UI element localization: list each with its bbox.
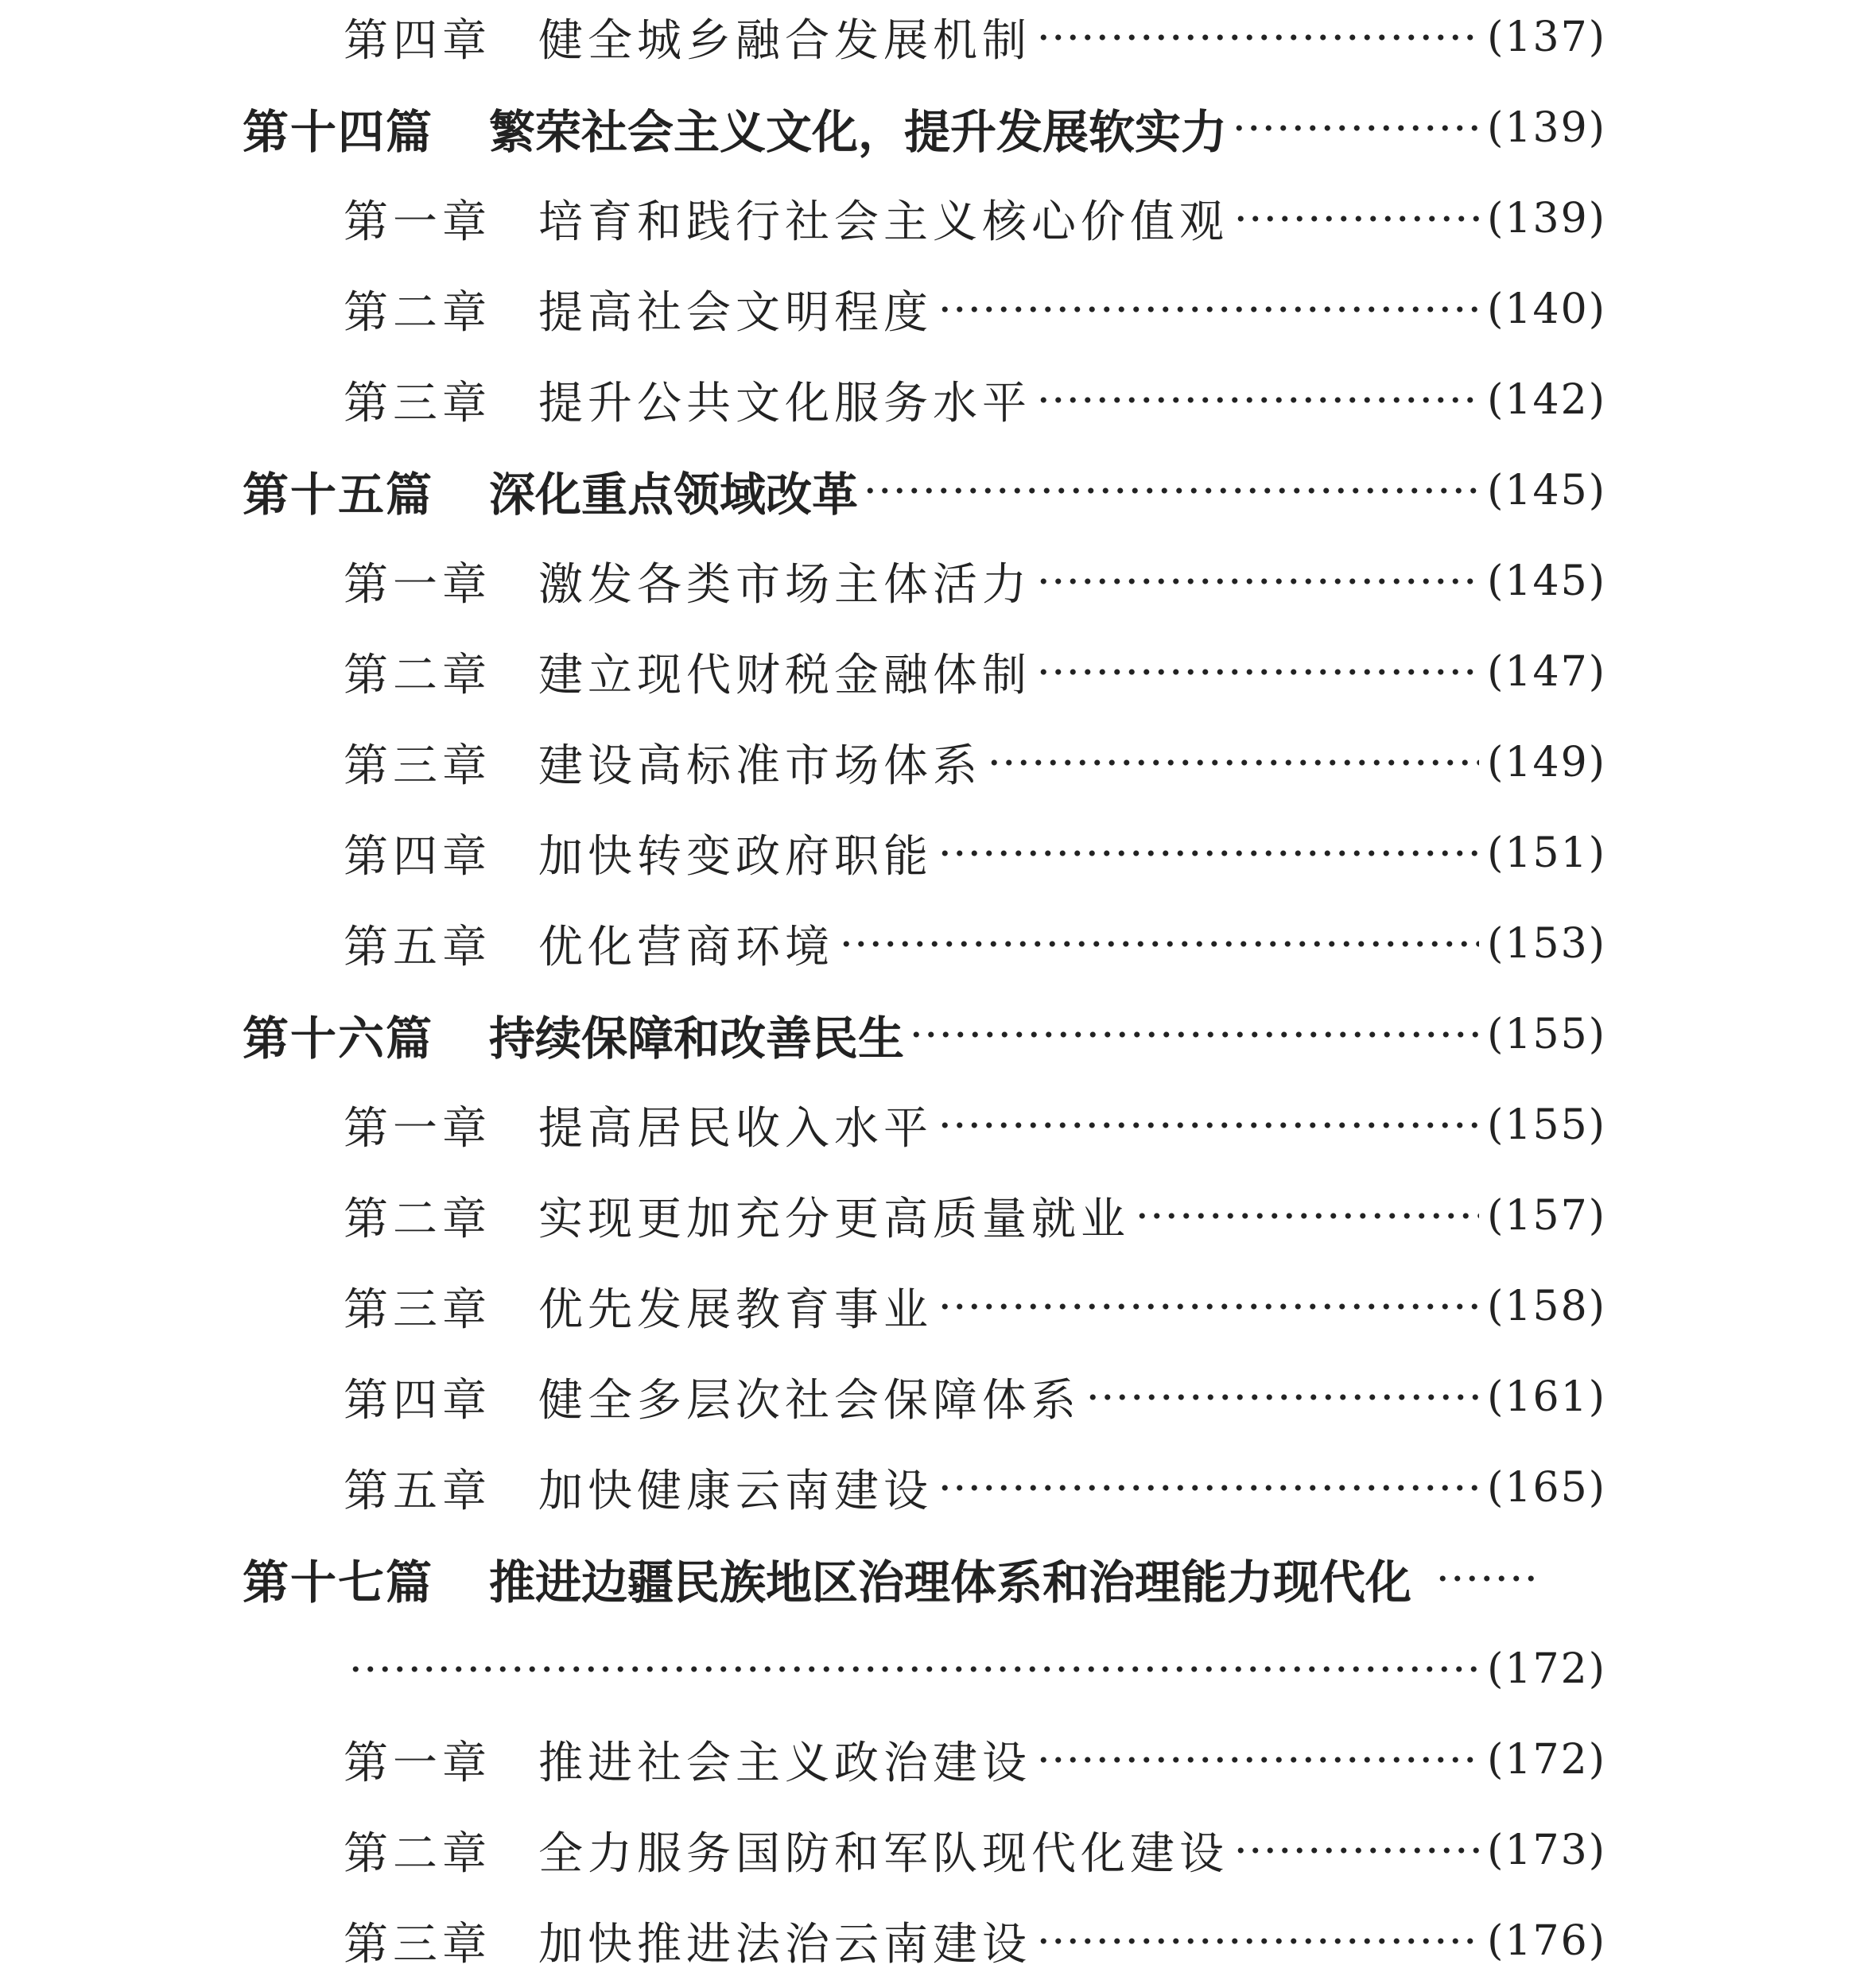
page-number: (161)	[1487, 1373, 1606, 1421]
chapter-title: 提高社会文明程度	[538, 287, 933, 339]
chapter-title: 加快健康云南建设	[538, 1466, 933, 1517]
page-number: (155)	[1487, 1011, 1606, 1058]
chapter-number: 第三章	[344, 1919, 491, 1971]
dot-leader	[938, 1121, 1479, 1129]
dot-leader	[1232, 124, 1479, 132]
chapter-number: 第一章	[344, 559, 491, 611]
chapter-title: 优先发展教育事业	[538, 1284, 933, 1336]
page-number: (137)	[1487, 14, 1606, 61]
chapter-title: 提高居民收入水平	[538, 1103, 933, 1155]
toc-continuation-line[interactable]	[344, 1637, 1606, 1701]
page-number: (176)	[1487, 1917, 1606, 1965]
chapter-title: 健全多层次社会保障体系	[538, 1375, 1081, 1427]
dot-leader	[1036, 1937, 1479, 1945]
dot-leader	[1135, 1212, 1479, 1220]
page-number: (142)	[1487, 376, 1606, 424]
toc-chapter-entry[interactable]	[344, 6, 1606, 69]
dot-leader	[1233, 1846, 1479, 1854]
chapter-number: 第一章	[344, 1103, 491, 1155]
dot-leader	[938, 849, 1479, 857]
chapter-title: 实现更加充分更高质量就业	[538, 1194, 1130, 1245]
chapter-title: 健全城乡融合发展机制	[538, 15, 1031, 67]
toc-chapter-entry[interactable]	[344, 1456, 1606, 1520]
chapter-number: 第三章	[344, 378, 491, 429]
dot-leader	[1036, 33, 1479, 41]
page-number: (165)	[1487, 1464, 1606, 1512]
toc-part-entry[interactable]	[243, 1547, 1606, 1610]
page-number: (145)	[1487, 467, 1606, 514]
chapter-number: 第四章	[344, 15, 491, 67]
chapter-title: 建立现代财税金融体制	[538, 650, 1031, 701]
toc-chapter-entry[interactable]	[344, 1819, 1606, 1882]
chapter-title: 培育和践行社会主义核心价值观	[538, 196, 1229, 248]
chapter-title: 建设高标准市场体系	[538, 740, 982, 792]
dot-leader	[1435, 1574, 1535, 1582]
toc-chapter-entry[interactable]	[344, 187, 1606, 250]
dot-leader	[938, 1484, 1479, 1492]
page-number: (173)	[1487, 1827, 1606, 1874]
dot-leader	[863, 487, 1479, 495]
page-number: (157)	[1487, 1192, 1606, 1240]
dot-leader	[1085, 1393, 1479, 1401]
chapter-number: 第五章	[344, 1466, 491, 1517]
chapter-title: 全力服务国防和军队现代化建设	[538, 1828, 1229, 1880]
toc-chapter-entry[interactable]	[344, 1728, 1606, 1792]
toc-chapter-entry[interactable]	[344, 821, 1606, 885]
page-number: (155)	[1487, 1101, 1606, 1149]
chapter-title: 优化营商环境	[538, 922, 834, 973]
part-title: 推进边疆民族地区治理体系和治理能力现代化	[489, 1555, 1412, 1609]
page-number: (139)	[1487, 195, 1606, 243]
chapter-number: 第一章	[344, 196, 491, 248]
page-number: (151)	[1487, 829, 1606, 877]
chapter-title: 提升公共文化服务水平	[538, 378, 1031, 429]
dot-leader	[1036, 1756, 1479, 1764]
part-title: 持续保障和改善民生	[489, 1011, 905, 1066]
page-number: (172)	[1487, 1645, 1606, 1693]
toc-part-entry[interactable]	[243, 96, 1606, 160]
toc-chapter-entry[interactable]	[344, 731, 1606, 794]
dot-leader	[938, 305, 1479, 313]
toc-chapter-entry[interactable]	[344, 368, 1606, 432]
toc-chapter-entry[interactable]	[344, 1909, 1606, 1973]
chapter-number: 第二章	[344, 287, 491, 339]
page-number: (153)	[1487, 920, 1606, 968]
toc-part-entry[interactable]	[243, 459, 1606, 522]
chapter-title: 推进社会主义政治建设	[538, 1738, 1031, 1789]
chapter-number: 第五章	[344, 922, 491, 973]
toc-chapter-entry[interactable]	[344, 278, 1606, 341]
chapter-number: 第二章	[344, 650, 491, 701]
toc-chapter-entry[interactable]	[344, 1365, 1606, 1429]
part-title: 深化重点领域改革	[489, 468, 859, 522]
dot-leader	[1036, 577, 1479, 585]
chapter-number: 第二章	[344, 1194, 491, 1245]
page-number: (139)	[1487, 104, 1606, 152]
toc-chapter-entry[interactable]	[344, 1184, 1606, 1248]
chapter-number: 第三章	[344, 740, 491, 792]
part-number: 第十四篇	[243, 105, 434, 159]
toc-chapter-entry[interactable]	[344, 640, 1606, 704]
dot-leader	[909, 1031, 1479, 1039]
toc-chapter-entry[interactable]	[344, 1093, 1606, 1157]
page-number: (149)	[1487, 739, 1606, 786]
chapter-number: 第三章	[344, 1284, 491, 1336]
chapter-title: 激发各类市场主体活力	[538, 559, 1031, 611]
dot-leader	[839, 940, 1479, 948]
chapter-number: 第四章	[344, 831, 491, 883]
chapter-number: 第一章	[344, 1738, 491, 1789]
page-number: (147)	[1487, 648, 1606, 696]
part-number: 第十六篇	[243, 1011, 434, 1066]
toc-chapter-entry[interactable]	[344, 549, 1606, 613]
toc-chapter-entry[interactable]	[344, 1275, 1606, 1338]
dot-leader	[938, 1303, 1479, 1310]
chapter-number: 第四章	[344, 1375, 491, 1427]
chapter-number: 第二章	[344, 1828, 491, 1880]
part-number: 第十七篇	[243, 1555, 434, 1609]
part-title: 繁荣社会主义文化，提升发展软实力	[489, 105, 1228, 159]
chapter-title: 加快转变政府职能	[538, 831, 933, 883]
page-number: (140)	[1487, 285, 1606, 333]
dot-leader	[1036, 668, 1479, 676]
part-number: 第十五篇	[243, 468, 434, 522]
dot-leader	[1233, 215, 1479, 223]
dot-leader	[348, 1665, 1479, 1673]
toc-part-entry[interactable]	[243, 1003, 1606, 1066]
chapter-title: 加快推进法治云南建设	[538, 1919, 1031, 1971]
page-number: (172)	[1487, 1736, 1606, 1784]
page-number: (158)	[1487, 1283, 1606, 1330]
page-number: (145)	[1487, 557, 1606, 605]
dot-leader	[1036, 396, 1479, 404]
toc-chapter-entry[interactable]	[344, 912, 1606, 976]
dot-leader	[987, 759, 1479, 767]
